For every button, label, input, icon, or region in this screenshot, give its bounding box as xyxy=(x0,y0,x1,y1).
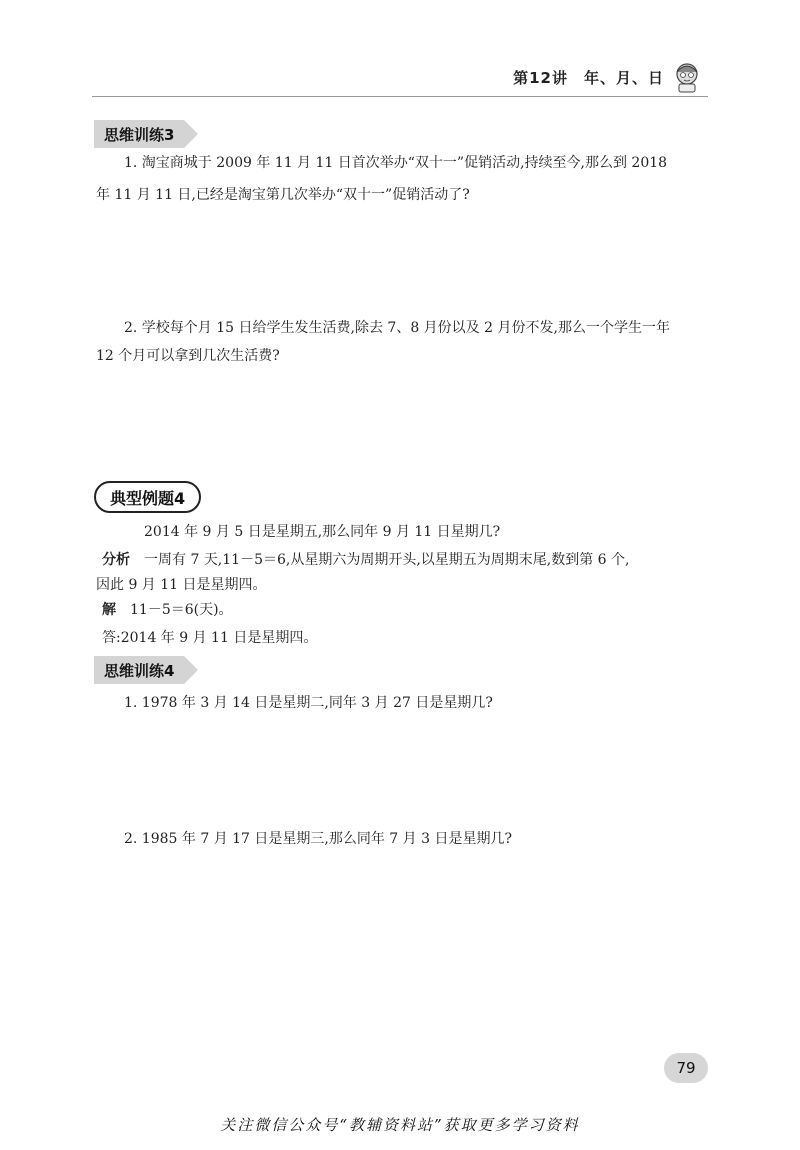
tag-arrow-icon xyxy=(184,656,198,684)
training4-tag xyxy=(94,656,198,684)
training3-tag xyxy=(94,120,198,148)
solution-label: 解 xyxy=(102,602,116,618)
training4-q1: 1. 1978 年 3 月 14 日是星期二,同年 3 月 27 日是星期几? xyxy=(124,695,493,711)
tag-arrow-icon xyxy=(184,120,198,148)
training3-q1-line2: 年 11 月 11 日,已经是淘宝第几次举办“双十一”促销活动了? xyxy=(96,187,470,203)
header-divider xyxy=(92,96,708,97)
mascot-icon xyxy=(670,60,704,94)
example4-analysis-line2: 因此 9 月 11 日是星期四。 xyxy=(96,577,267,593)
analysis-label: 分析 xyxy=(102,552,130,568)
chapter-title: 第12讲 年、月、日 xyxy=(513,68,664,87)
training3-q2-line2: 12 个月可以拿到几次生活费? xyxy=(96,348,280,364)
chapter-header xyxy=(513,60,704,94)
training3-q1-line1: 1. 淘宝商城于 2009 年 11 月 11 日首次举办“双十一”促销活动,持续至今,那么到 2018 xyxy=(124,155,668,171)
example4-solution xyxy=(102,600,233,620)
page-number: 79 xyxy=(664,1053,708,1083)
training3-q2-line1: 2. 学校每个月 15 日给学生发生活费,除去 7、8 月份以及 2 月份不发,那么一个学生一年 xyxy=(124,320,670,336)
solution-text: 11－5＝6(天)。 xyxy=(130,602,233,618)
training4-q2: 2. 1985 年 7 月 17 日是星期三,那么同年 7 月 3 日是星期几? xyxy=(124,831,512,847)
analysis-text: 一周有 7 天,11－5＝6,从星期六为周期开头,以星期五为周期末尾,数到第 6 个, xyxy=(144,552,630,568)
footer-note: 关注微信公众号“教辅资料站”获取更多学习资料 xyxy=(220,1116,580,1134)
example4-analysis-line1 xyxy=(102,550,630,570)
training3-tag-label: 思维训练3 xyxy=(94,120,184,148)
example4-question: 2014 年 9 月 5 日是星期五,那么同年 9 月 11 日星期几? xyxy=(144,524,501,540)
example4-tag: 典型例题4 xyxy=(94,481,201,513)
training4-tag-label: 思维训练4 xyxy=(94,656,184,684)
example4-answer: 答:2014 年 9 月 11 日是星期四。 xyxy=(102,630,318,646)
